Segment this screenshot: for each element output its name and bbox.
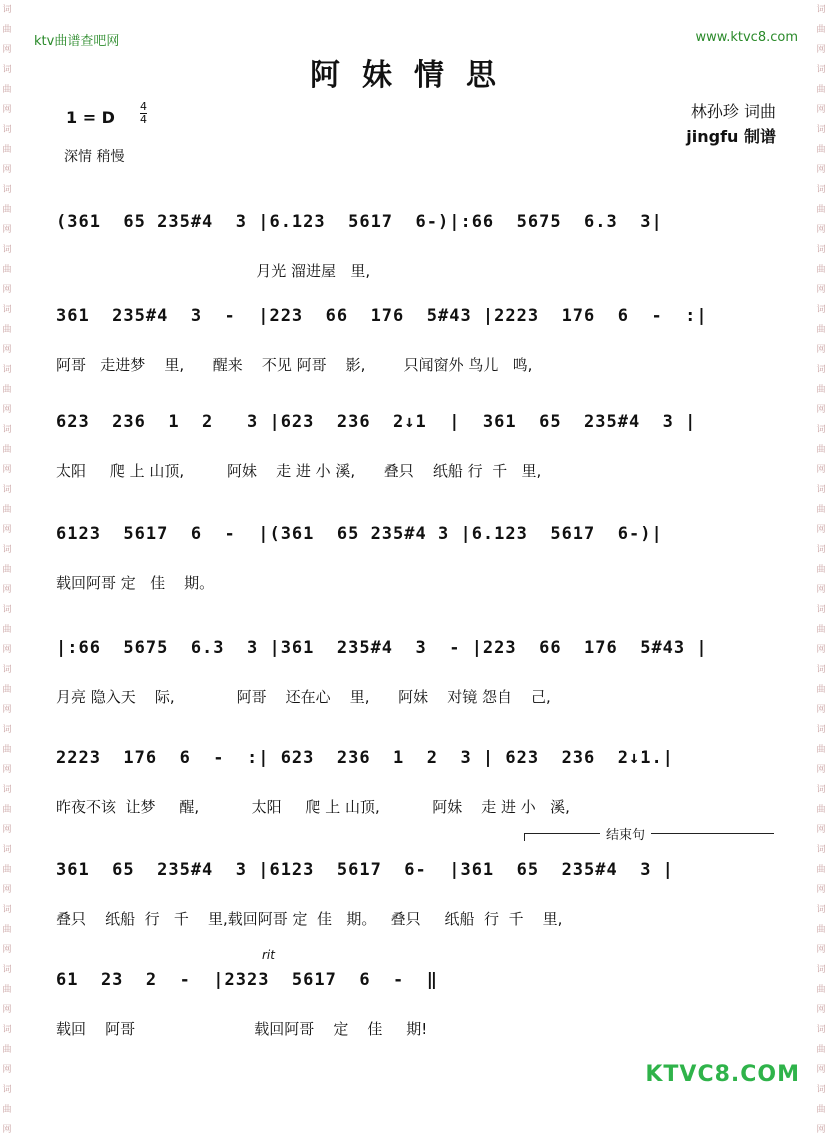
side-watermark-char: 曲	[816, 805, 826, 815]
side-watermark-char: 网	[2, 225, 12, 235]
side-watermark-char: 曲	[2, 25, 12, 35]
side-watermark-char: 网	[2, 885, 12, 895]
end-section-label: 结束句	[600, 824, 651, 843]
notation-line: 61 23 2 - |2323 5617 6 - ‖	[56, 970, 438, 990]
side-watermark-char: 词	[816, 725, 826, 735]
side-watermark-char: 词	[816, 1085, 826, 1095]
side-watermark-char: 曲	[2, 745, 12, 755]
side-watermark-char: 网	[816, 105, 826, 115]
side-watermark-char: 词	[2, 905, 12, 915]
side-watermark-char: 词	[816, 605, 826, 615]
side-watermark-char: 曲	[2, 625, 12, 635]
side-watermark-char: 词	[816, 1025, 826, 1035]
side-watermark-char: 词	[816, 905, 826, 915]
score-row-3	[56, 412, 786, 522]
lyric-line: 月亮 隐入天 际, 阿哥 还在心 里, 阿妹 对镜 怨自 己,	[56, 688, 551, 706]
side-watermark-char: 曲	[816, 25, 826, 35]
lyric-line: 月光 溜进屋 里,	[56, 262, 371, 280]
side-watermark-char: 网	[816, 225, 826, 235]
side-watermark-char: 词	[2, 65, 12, 75]
ritardando-mark: rit	[262, 948, 275, 962]
side-watermark-char: 词	[816, 125, 826, 135]
side-watermark-char: 曲	[816, 565, 826, 575]
side-watermark-char: 网	[816, 525, 826, 535]
side-watermark-char: 网	[2, 345, 12, 355]
side-watermark-char: 网	[816, 1005, 826, 1015]
side-watermark-char: 词	[816, 665, 826, 675]
side-watermark-char: 曲	[816, 505, 826, 515]
side-watermark-char: 网	[816, 1125, 826, 1135]
side-watermark-char: 曲	[2, 145, 12, 155]
side-watermark-char: 词	[816, 845, 826, 855]
side-watermark-char: 曲	[816, 685, 826, 695]
side-watermark-char: 网	[2, 1125, 12, 1135]
side-watermark-char: 曲	[2, 1045, 12, 1055]
side-watermark-char: 曲	[2, 565, 12, 575]
side-watermark-char: 网	[816, 165, 826, 175]
side-watermark-char: 曲	[816, 445, 826, 455]
notation-line: 623 236 1 2 3 |623 236 2↓1 | 361 65 235#4 3 |	[56, 412, 697, 432]
side-watermark-char: 网	[2, 585, 12, 595]
side-watermark-char: 网	[2, 705, 12, 715]
side-watermark-char: 曲	[2, 205, 12, 215]
side-watermark-char: 网	[2, 945, 12, 955]
lyric-line: 昨夜不该 让梦 醒, 太阳 爬 上 山顶, 阿妹 走 进 小 溪,	[56, 798, 570, 816]
time-signature-bottom: 4	[140, 113, 147, 126]
side-watermark-char: 曲	[816, 265, 826, 275]
side-watermark-char: 网	[816, 1065, 826, 1075]
side-watermark-char: 词	[2, 545, 12, 555]
side-watermark-char: 网	[816, 705, 826, 715]
notation-line: |:66 5675 6.3 3 |361 235#4 3 - |223 66 176 5#43 |	[56, 638, 708, 658]
score-row-5	[56, 638, 786, 748]
side-watermark-char: 词	[2, 725, 12, 735]
side-watermark-char: 词	[816, 185, 826, 195]
side-watermark-char: 曲	[2, 865, 12, 875]
side-watermark-char: 曲	[816, 325, 826, 335]
side-watermark-char: 词	[816, 425, 826, 435]
side-watermark-char: 网	[2, 765, 12, 775]
side-watermark-char: 词	[816, 785, 826, 795]
side-watermark-char: 词	[2, 1085, 12, 1095]
side-watermark-char: 网	[816, 285, 826, 295]
side-watermark-char: 曲	[2, 925, 12, 935]
time-signature-top: 4	[140, 100, 147, 113]
notation-line: 6123 5617 6 - |(361 65 235#4 3 |6.123 5617 6-)|	[56, 524, 663, 544]
side-watermark-char: 词	[2, 845, 12, 855]
side-watermark-char: 网	[816, 945, 826, 955]
side-watermark-char: 网	[2, 645, 12, 655]
side-watermark-char: 网	[816, 645, 826, 655]
side-watermark-left	[0, 0, 14, 1135]
lyric-line: 载回 阿哥 载回阿哥 定 佳 期!	[56, 1020, 428, 1038]
side-watermark-char: 曲	[2, 325, 12, 335]
side-watermark-char: 词	[816, 65, 826, 75]
credit-author: 林孙珍 词曲	[690, 102, 776, 121]
side-watermark-char: 词	[816, 485, 826, 495]
time-signature	[140, 101, 147, 126]
score-row-7	[56, 860, 786, 970]
side-watermark-char: 曲	[816, 865, 826, 875]
side-watermark-char: 词	[816, 965, 826, 975]
side-watermark-char: 曲	[2, 385, 12, 395]
notation-line: 2223 176 6 - :| 623 236 1 2 3 | 623 236 2↓1.|	[56, 748, 674, 768]
site-url-right[interactable]: www.ktvc8.com	[695, 30, 798, 45]
side-watermark-char: 曲	[2, 805, 12, 815]
side-watermark-char: 网	[2, 405, 12, 415]
side-watermark-char: 词	[2, 485, 12, 495]
site-watermark-logo: KTVC8.COM	[645, 1062, 800, 1087]
side-watermark-char: 曲	[816, 385, 826, 395]
side-watermark-char: 网	[816, 45, 826, 55]
site-name-left[interactable]: ktv曲谱查吧网	[34, 34, 120, 49]
side-watermark-char: 曲	[816, 145, 826, 155]
end-section-marker	[524, 826, 774, 843]
side-watermark-char: 网	[816, 825, 826, 835]
side-watermark-char: 网	[816, 405, 826, 415]
tempo-marking: 深情 稍慢	[64, 149, 125, 165]
score-row-6	[56, 748, 786, 858]
side-watermark-char: 词	[816, 545, 826, 555]
side-watermark-char: 网	[2, 825, 12, 835]
side-watermark-char: 词	[2, 425, 12, 435]
side-watermark-char: 网	[2, 525, 12, 535]
side-watermark-char: 网	[816, 765, 826, 775]
side-watermark-char: 词	[2, 665, 12, 675]
side-watermark-char: 曲	[816, 1105, 826, 1115]
side-watermark-char: 曲	[2, 1105, 12, 1115]
lyric-line: 载回阿哥 定 佳 期。	[56, 574, 215, 592]
side-watermark-char: 词	[816, 305, 826, 315]
side-watermark-char: 词	[2, 245, 12, 255]
credit-arranger: jingfu 制谱	[686, 127, 776, 146]
side-watermark-char: 词	[816, 245, 826, 255]
lyric-line: 太阳 爬 上 山顶, 阿妹 走 进 小 溪, 叠只 纸船 行 千 里,	[56, 462, 542, 480]
side-watermark-char: 网	[2, 45, 12, 55]
score-row-2	[56, 306, 786, 416]
side-watermark-right	[814, 0, 828, 1135]
notation-line: 361 235#4 3 - |223 66 176 5#43 |2223 176 6 - :|	[56, 306, 708, 326]
side-watermark-char: 词	[2, 185, 12, 195]
side-watermark-char: 曲	[2, 445, 12, 455]
side-watermark-char: 词	[2, 365, 12, 375]
side-watermark-char: 词	[816, 5, 826, 15]
side-watermark-char: 词	[2, 5, 12, 15]
side-watermark-char: 曲	[816, 1045, 826, 1055]
side-watermark-char: 曲	[2, 685, 12, 695]
notation-line: 361 65 235#4 3 |6123 5617 6- |361 65 235#4 3 |	[56, 860, 674, 880]
notation-line: (361 65 235#4 3 |6.123 5617 6-)|:66 5675 6.3 3|	[56, 212, 663, 232]
side-watermark-char: 曲	[816, 985, 826, 995]
side-watermark-char: 词	[2, 305, 12, 315]
side-watermark-char: 词	[2, 1025, 12, 1035]
side-watermark-char: 曲	[2, 265, 12, 275]
side-watermark-char: 词	[816, 365, 826, 375]
side-watermark-char: 网	[816, 585, 826, 595]
song-title: 阿妹情思	[310, 58, 518, 93]
side-watermark-char: 曲	[816, 925, 826, 935]
side-watermark-char: 词	[2, 965, 12, 975]
side-watermark-char: 曲	[2, 505, 12, 515]
side-watermark-char: 词	[2, 785, 12, 795]
side-watermark-char: 曲	[816, 85, 826, 95]
lyric-line: 阿哥 走进梦 里, 醒来 不见 阿哥 影, 只闻窗外 鸟儿 鸣,	[56, 356, 533, 374]
side-watermark-char: 词	[2, 605, 12, 615]
score-row-4	[56, 524, 786, 634]
side-watermark-char: 曲	[816, 745, 826, 755]
side-watermark-char: 网	[2, 105, 12, 115]
side-watermark-char: 网	[2, 1005, 12, 1015]
lyric-line: 叠只 纸船 行 千 里,载回阿哥 定 佳 期。 叠只 纸船 行 千 里,	[56, 910, 563, 928]
side-watermark-char: 曲	[2, 985, 12, 995]
side-watermark-char: 曲	[816, 625, 826, 635]
key-signature: 1 = D	[66, 108, 115, 127]
side-watermark-char: 曲	[816, 205, 826, 215]
side-watermark-char: 网	[816, 885, 826, 895]
side-watermark-char: 词	[2, 125, 12, 135]
side-watermark-char: 网	[2, 165, 12, 175]
side-watermark-char: 网	[2, 285, 12, 295]
side-watermark-char: 网	[816, 465, 826, 475]
side-watermark-char: 网	[2, 1065, 12, 1075]
side-watermark-char: 网	[816, 345, 826, 355]
side-watermark-char: 曲	[2, 85, 12, 95]
side-watermark-char: 网	[2, 465, 12, 475]
